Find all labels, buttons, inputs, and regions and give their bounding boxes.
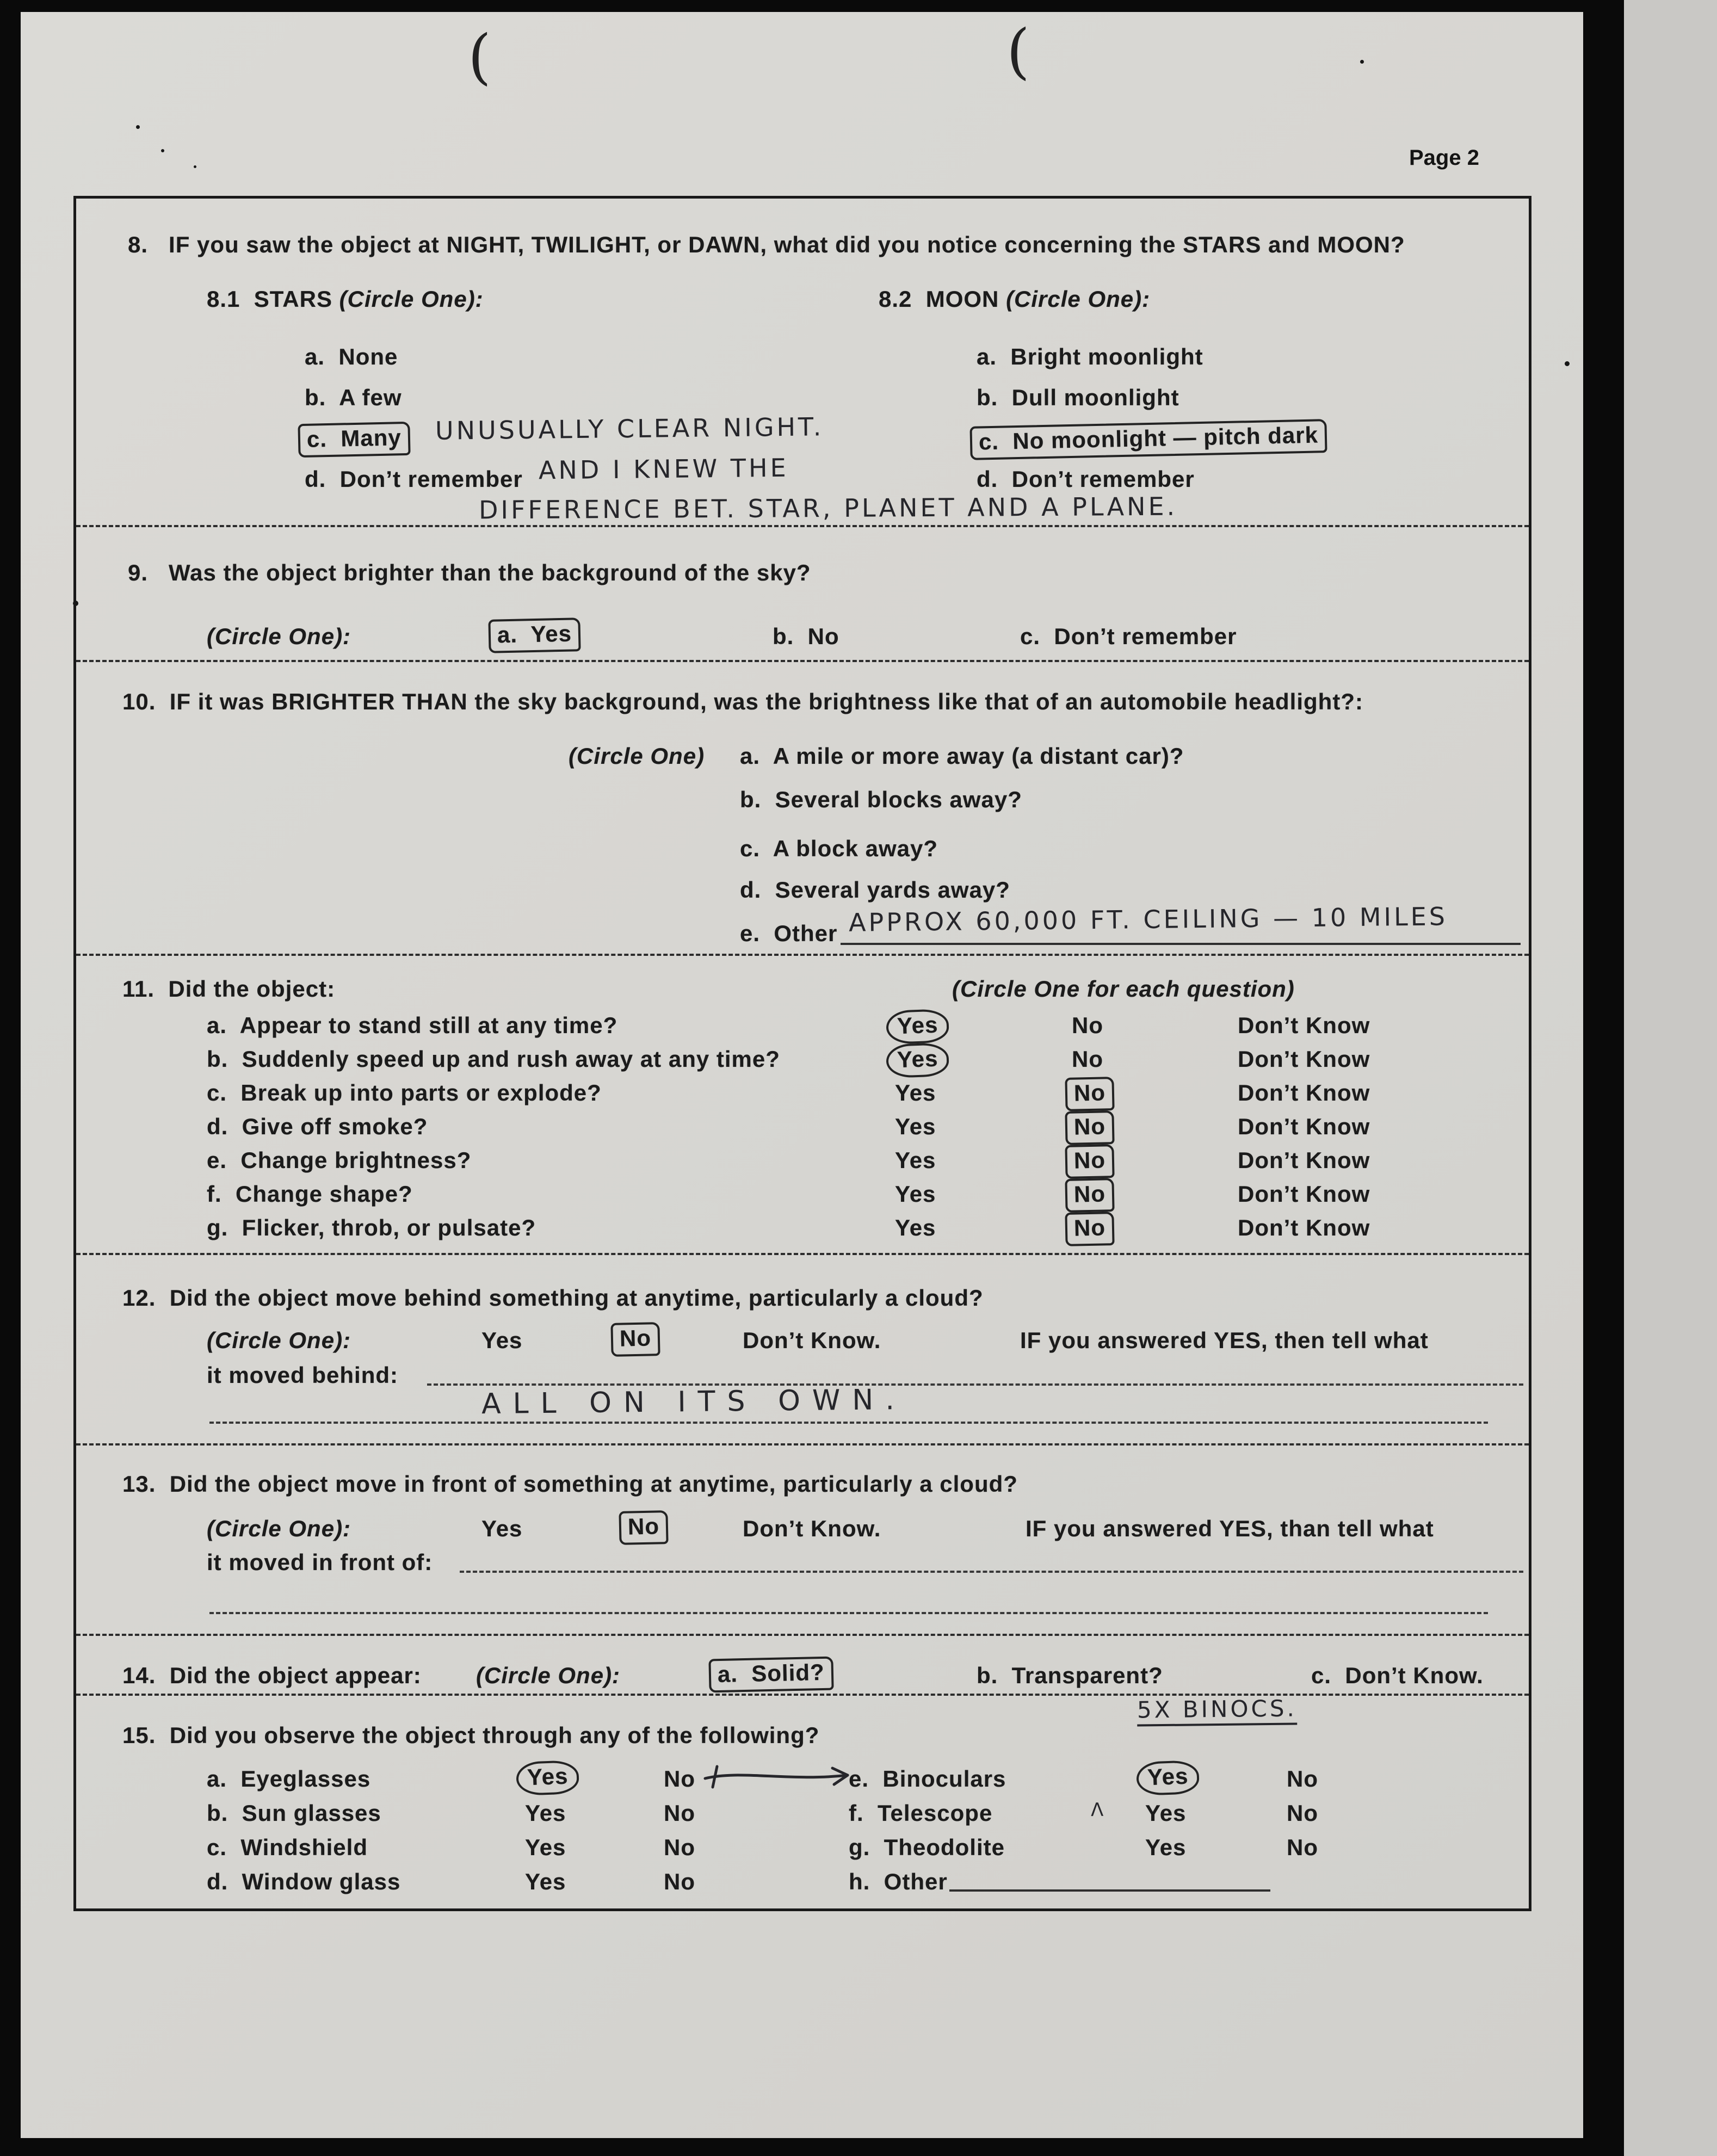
q11-row-g-dk: Don’t Know — [1238, 1215, 1370, 1240]
q10-title: 10. IF it was BRIGHTER THAN the sky background, was the brightness like that of an automobile headlight?: — [122, 689, 1363, 714]
q11-row-a-no: No — [1072, 1012, 1103, 1038]
q8-moon-option-b: b. Dull moonlight — [977, 385, 1179, 410]
hand-box — [488, 617, 580, 653]
q11-row-d-no-label: No — [1073, 1113, 1106, 1140]
q8-stars-heading-text: 8.1 STARS — [207, 286, 339, 312]
hand-box — [610, 1322, 660, 1357]
q10-option-d: d. Several yards away? — [740, 877, 1010, 903]
q8-stars-circle-note: (Circle One): — [339, 286, 484, 312]
q12-if-text: IF you answered YES, then tell what — [1020, 1327, 1429, 1353]
q14-circle-one: (Circle One): — [476, 1663, 621, 1688]
q8-moon-heading — [879, 287, 1150, 312]
q11-row-f-yes: Yes — [895, 1181, 936, 1207]
q15-left-a-no: No — [664, 1766, 695, 1791]
stray-pen-mark: Λ — [1090, 1799, 1107, 1821]
q11-row-g-yes: Yes — [895, 1215, 936, 1240]
q8-moon-heading-text: 8.2 MOON — [879, 286, 1006, 312]
q14-option-a — [715, 1661, 827, 1688]
handwritten-note-stars-1: UNUSUALLY CLEAR NIGHT. — [435, 412, 824, 446]
q15-left-d-no: No — [664, 1869, 695, 1894]
q12-no-label: No — [619, 1325, 652, 1351]
hand-circle — [1136, 1760, 1200, 1796]
q13-yes: Yes — [481, 1516, 523, 1541]
q12-circle-one: (Circle One): — [207, 1327, 351, 1353]
q15-right-e-yes-label: Yes — [1147, 1763, 1189, 1790]
q15-left-c-yes: Yes — [525, 1834, 566, 1860]
q11-row-e-dk: Don’t Know — [1238, 1147, 1370, 1173]
q15-left-c-label: c. Windshield — [207, 1834, 368, 1860]
q11-row-b-yes — [895, 1047, 940, 1074]
q8-moon-option-c — [977, 422, 1320, 455]
page-number: Page 2 — [1409, 146, 1479, 170]
q11-row-d-dk: Don’t Know — [1238, 1114, 1370, 1139]
q13-if-text: IF you answered YES, than tell what — [1026, 1516, 1434, 1541]
handwritten-note-stars-2: AND I KNEW THE — [538, 453, 789, 485]
hand-box — [969, 419, 1327, 460]
q11-title: 11. Did the object: — [122, 976, 336, 1002]
q11-row-c-dk: Don’t Know — [1238, 1080, 1370, 1105]
q13-dk: Don’t Know. — [743, 1516, 881, 1541]
q8-moon-option-d: d. Don’t remember — [977, 466, 1195, 492]
handwritten-note-stars-3: DIFFERENCE BET. STAR, PLANET AND A PLANE. — [478, 491, 1178, 525]
q8-stars-option-a: a. None — [305, 344, 398, 369]
q15-other-fill-line — [949, 1889, 1270, 1892]
q10-option-b: b. Several blocks away? — [740, 787, 1022, 812]
q12-no — [617, 1326, 653, 1353]
q15-left-b-yes: Yes — [525, 1800, 566, 1826]
section-divider — [76, 1443, 1529, 1445]
q11-row-b-dk: Don’t Know — [1238, 1046, 1370, 1072]
scan-speck — [194, 165, 196, 168]
q15-left-c-no: No — [664, 1834, 695, 1860]
q9-option-a-label: a. Yes — [497, 620, 572, 648]
questionnaire-form-box — [73, 196, 1531, 1911]
q15-right-f-no: No — [1287, 1800, 1318, 1826]
section-divider — [76, 1694, 1529, 1696]
scan-speck — [1360, 60, 1364, 64]
q13-fill-line-2 — [209, 1612, 1488, 1614]
q11-row-e-no — [1072, 1148, 1108, 1175]
q15-left-a-yes-label: Yes — [527, 1763, 569, 1790]
q11-row-g-no-label: No — [1073, 1214, 1106, 1241]
q11-row-f-no-label: No — [1073, 1181, 1106, 1207]
q12-dk: Don’t Know. — [743, 1327, 881, 1353]
q11-row-a-dk: Don’t Know — [1238, 1012, 1370, 1038]
q15-right-g-yes: Yes — [1145, 1834, 1187, 1860]
q11-row-c-no — [1072, 1080, 1108, 1108]
q9-option-c: c. Don’t remember — [1020, 623, 1237, 649]
q11-row-b-yes-label: Yes — [897, 1045, 939, 1073]
q13-title: 13. Did the object move in front of something at anytime, particularly a cloud? — [122, 1471, 1018, 1497]
q15-left-b-no: No — [664, 1800, 695, 1826]
q8-stars-heading — [207, 287, 484, 312]
q12-fill-line-1 — [427, 1383, 1523, 1386]
q10-option-a: a. A mile or more away (a distant car)? — [740, 743, 1184, 769]
q12-moved-label: it moved behind: — [207, 1362, 398, 1388]
q15-left-d-yes: Yes — [525, 1869, 566, 1894]
hand-arrow-icon — [702, 1762, 865, 1793]
section-divider — [76, 525, 1529, 527]
hand-box — [1065, 1178, 1114, 1213]
q14-option-c: c. Don’t Know. — [1311, 1663, 1484, 1688]
q11-row-d-no — [1072, 1114, 1108, 1141]
scan-speck — [1565, 361, 1570, 366]
handwritten-q12-answer: ALL ON ITS OWN. — [481, 1383, 907, 1421]
q11-row-b-no: No — [1072, 1046, 1103, 1072]
hand-box — [708, 1657, 833, 1693]
hand-box — [1065, 1110, 1114, 1145]
q11-row-e-label: e. Change brightness? — [207, 1147, 472, 1173]
q8-stars-option-d: d. Don’t remember — [305, 466, 523, 492]
q11-row-a-yes — [895, 1013, 940, 1040]
q12-title: 12. Did the object move behind something at anytime, particularly a cloud? — [122, 1285, 984, 1311]
hand-box — [298, 422, 410, 458]
q11-row-f-dk: Don’t Know — [1238, 1181, 1370, 1207]
q13-no — [626, 1514, 662, 1541]
q10-circle-one: (Circle One) — [569, 743, 705, 769]
hand-box — [619, 1510, 668, 1545]
pen-mark-paren-right: ( — [1006, 16, 1030, 86]
q15-right-e-yes — [1145, 1764, 1190, 1791]
q15-left-a-yes — [525, 1764, 570, 1791]
scan-speck — [161, 149, 164, 152]
q11-row-d-yes: Yes — [895, 1114, 936, 1139]
q11-row-g-label: g. Flicker, throb, or pulsate? — [207, 1215, 536, 1240]
hand-circle — [886, 1042, 950, 1078]
q8-stars-option-c-label: c. Many — [306, 424, 402, 452]
q8-stars-option-c — [305, 426, 404, 453]
q8-moon-option-c-label: c. No moonlight — pitch dark — [978, 422, 1319, 455]
q8-moon-circle-note: (Circle One): — [1006, 286, 1151, 312]
q14-title: 14. Did the object appear: — [122, 1663, 422, 1688]
q13-no-label: No — [627, 1513, 660, 1540]
q11-row-c-no-label: No — [1073, 1079, 1106, 1106]
q15-left-b-label: b. Sun glasses — [207, 1800, 381, 1826]
q9-circle-one: (Circle One): — [207, 623, 351, 649]
pen-mark-paren-left: ( — [468, 22, 491, 91]
q11-row-e-yes: Yes — [895, 1147, 936, 1173]
handwritten-q15-binocs: 5X BINOCS. — [1137, 1695, 1297, 1726]
q15-right-e-no: No — [1287, 1766, 1318, 1791]
scan-right-strip — [1624, 0, 1717, 2156]
q15-right-f-yes: Yes — [1145, 1800, 1187, 1826]
q8-moon-option-a: a. Bright moonlight — [977, 344, 1203, 369]
q11-row-g-no — [1072, 1215, 1108, 1243]
q11-row-f-label: f. Change shape? — [207, 1181, 413, 1207]
scan-speck — [136, 125, 140, 129]
q14-option-b: b. Transparent? — [977, 1663, 1163, 1688]
q15-title: 15. Did you observe the object through any of the following? — [122, 1722, 820, 1748]
hand-box — [1065, 1212, 1114, 1246]
q10-other-fill-line — [841, 943, 1521, 945]
section-divider — [76, 954, 1529, 956]
q15-left-a-label: a. Eyeglasses — [207, 1766, 371, 1791]
q15-right-g-no: No — [1287, 1834, 1318, 1860]
q11-row-c-label: c. Break up into parts or explode? — [207, 1080, 602, 1105]
hand-circle — [516, 1760, 580, 1796]
q14-option-a-label: a. Solid? — [717, 1659, 825, 1688]
q11-row-a-yes-label: Yes — [897, 1011, 939, 1039]
handwritten-q10-other: APPROX 60,000 FT. CEILING — 10 MILES — [848, 901, 1448, 937]
q9-option-a — [495, 622, 574, 649]
q15-right-g-label: g. Theodolite — [849, 1834, 1005, 1860]
q11-row-f-no — [1072, 1182, 1108, 1209]
q13-fill-line-1 — [460, 1571, 1523, 1573]
q10-option-e: e. Other — [740, 921, 838, 946]
q11-row-e-no-label: No — [1073, 1147, 1106, 1173]
hand-box — [1065, 1144, 1114, 1179]
q15-right-h-label: h. Other — [849, 1869, 948, 1894]
section-divider — [76, 1634, 1529, 1636]
q9-option-b: b. No — [773, 623, 839, 649]
q13-moved-label: it moved in front of: — [207, 1549, 433, 1575]
q15-left-d-label: d. Window glass — [207, 1869, 401, 1894]
q10-option-c: c. A block away? — [740, 836, 938, 861]
q12-yes: Yes — [481, 1327, 523, 1353]
section-divider — [76, 1253, 1529, 1255]
q11-row-d-label: d. Give off smoke? — [207, 1114, 428, 1139]
q8-stars-option-b: b. A few — [305, 385, 402, 410]
paper-sheet — [21, 12, 1583, 2138]
q15-right-e-label: e. Binoculars — [849, 1766, 1006, 1791]
q9-title: 9. Was the object brighter than the background of the sky? — [128, 560, 811, 585]
q13-circle-one: (Circle One): — [207, 1516, 351, 1541]
q12-fill-line-2 — [209, 1422, 1488, 1424]
q11-row-c-yes: Yes — [895, 1080, 936, 1105]
q8-title: 8. IF you saw the object at NIGHT, TWILIGHT, or DAWN, what did you notice concerning the STARS and MOON? — [128, 232, 1405, 257]
hand-box — [1065, 1077, 1114, 1111]
q11-row-b-label: b. Suddenly speed up and rush away at any time? — [207, 1046, 780, 1072]
q11-circle-note: (Circle One for each question) — [952, 976, 1295, 1002]
q15-right-f-label: f. Telescope — [849, 1800, 993, 1826]
hand-circle — [886, 1009, 950, 1045]
q11-row-a-label: a. Appear to stand still at any time? — [207, 1012, 618, 1038]
section-divider — [76, 660, 1529, 662]
